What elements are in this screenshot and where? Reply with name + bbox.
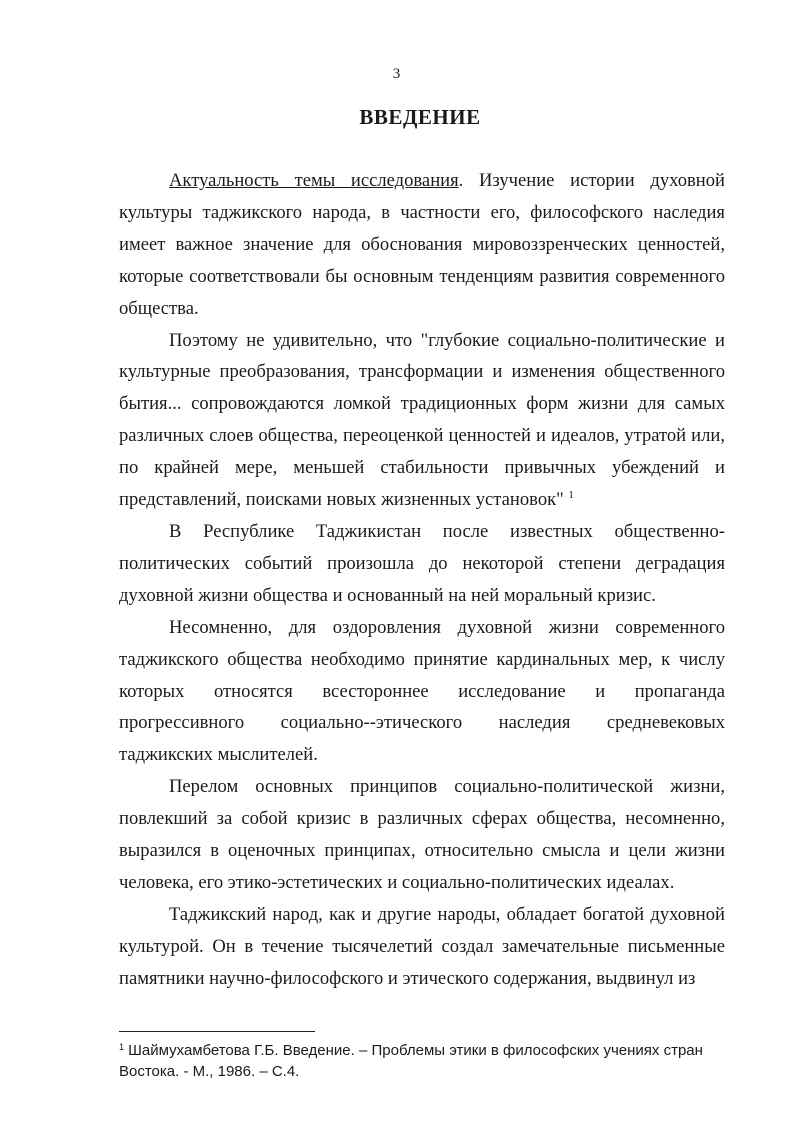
paragraph-text: . Изучение истории духовной культуры таджикского народа, в частности его, философского наследия имеет важное значение для обоснования мировоззренческих ценностей, которые соответствовали бы основным тенденциям развития современного общества.	[119, 170, 725, 319]
paragraph-measures: Несомненно, для оздоровления духовной жизни современного таджикского общества необходимо принятие кардинальных мер, к числу которых относятся всестороннее исследование и пропаганда прогрессивного социально--этического наследия средневековых таджикских мыслителей.	[119, 616, 725, 766]
paragraph-republic: В Республике Таджикистан после известных общественно-политических событий произошла до некоторой степени деградация духовной жизни общества и основанный на ней моральный кризис.	[119, 520, 725, 606]
relevance-label: Актуальность темы исследования	[169, 170, 459, 191]
footnote-reference: 1	[568, 489, 574, 502]
paragraph-quote	[119, 325, 725, 516]
footnote-text: Шаймухамбетова Г.Б. Введение. – Проблемы этики в философских учениях стран Востока. - М., 1986. – С.4.	[119, 1042, 703, 1080]
main-text	[119, 165, 725, 995]
paragraph-crisis: Перелом основных принципов социально-политической жизни, повлекший за собой кризис в различных сферах общества, несомненно, выразился в оценочных принципах, относительно смысла и цели жизни человека, его этико-эстетических и социально-политических идеалах.	[119, 776, 725, 893]
footnote	[119, 1040, 729, 1082]
page-title: ВВЕДЕНИЕ	[359, 105, 481, 129]
footnote-marker: 1	[119, 1042, 125, 1052]
footnote-divider	[119, 1031, 315, 1032]
paragraph-culture: Таджикский народ, как и другие народы, обладает богатой духовной культурой. Он в течение тысячелетий создал замечательные письменные памятники научно-философского и этического содержания, выдвинул из	[119, 903, 725, 989]
page-number: 3	[392, 66, 401, 82]
paragraph-text: Поэтому не удивительно, что "глубокие социально-политические и культурные преобразования, трансформации и изменения общественного бытия... сопровождаются ломкой традиционных форм жизни для самых различных слоев общества, переоценкой ценностей и идеалов, утратой или, по крайней мере, меньшей стабильности привычных убеждений и представлений, поисками новых жизненных установок"	[119, 329, 725, 511]
paragraph-relevance	[119, 165, 725, 325]
